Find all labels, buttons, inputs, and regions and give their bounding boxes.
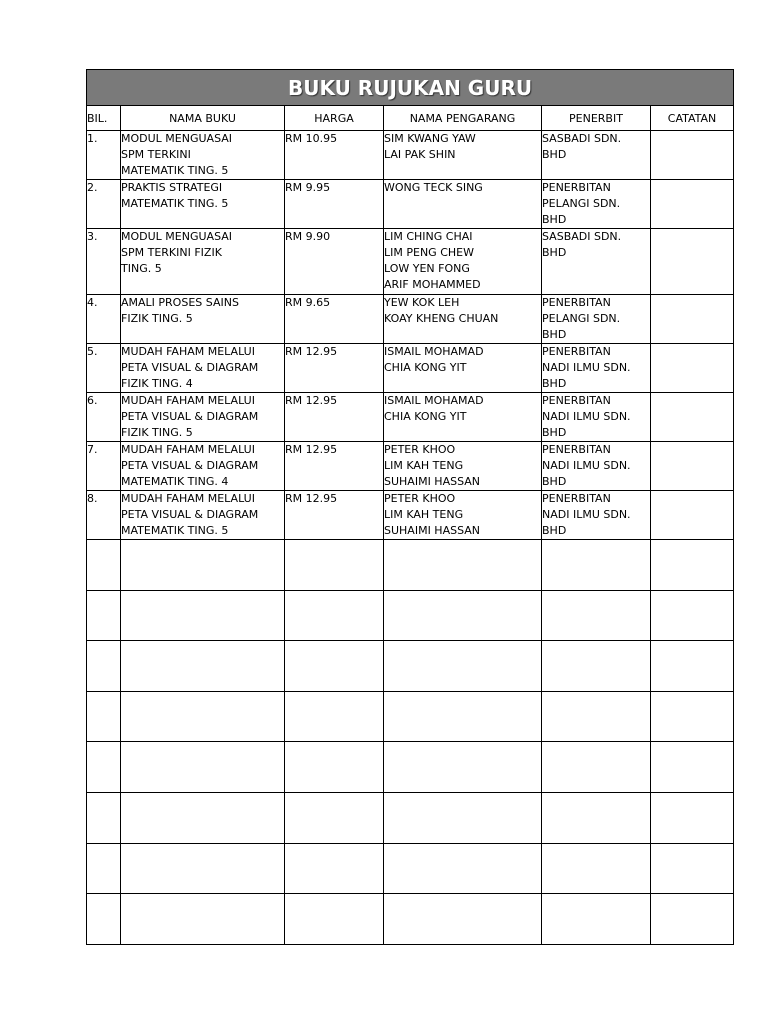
empty-cell <box>87 792 121 843</box>
cell-penerbit-line: NADI ILMU SDN. <box>542 508 631 521</box>
empty-cell <box>121 540 285 591</box>
cell-nama-pengarang-line: CHIA KONG YIT <box>384 410 467 423</box>
empty-cell <box>384 691 542 742</box>
cell-nama-buku-line: PETA VISUAL & DIAGRAM <box>121 361 259 374</box>
empty-cell <box>651 894 734 945</box>
empty-cell <box>651 792 734 843</box>
cell-penerbit-line: BHD <box>542 475 567 488</box>
header-nama-buku: NAMA BUKU <box>121 106 285 131</box>
cell-penerbit-line: BHD <box>542 328 567 341</box>
empty-cell <box>384 843 542 894</box>
cell-penerbit <box>542 442 651 491</box>
empty-table-row <box>87 641 734 692</box>
empty-cell <box>285 540 384 591</box>
cell-bil: 4. <box>87 295 121 344</box>
cell-penerbit <box>542 229 651 295</box>
cell-nama-pengarang <box>384 229 542 295</box>
cell-nama-pengarang-line: YEW KOK LEH <box>384 296 460 309</box>
cell-nama-buku-line: PRAKTIS STRATEGI <box>121 181 223 194</box>
cell-penerbit-line: PELANGI SDN. <box>542 312 621 325</box>
cell-penerbit <box>542 295 651 344</box>
empty-cell <box>285 792 384 843</box>
book-reference-table <box>86 69 734 945</box>
cell-nama-buku-line: FIZIK TING. 5 <box>121 426 193 439</box>
empty-cell <box>285 691 384 742</box>
cell-nama-pengarang <box>384 344 542 393</box>
cell-catatan <box>651 491 734 540</box>
empty-cell <box>121 894 285 945</box>
empty-cell <box>384 742 542 793</box>
cell-penerbit-line: PENERBITAN <box>542 394 611 407</box>
empty-cell <box>384 894 542 945</box>
empty-cell <box>651 742 734 793</box>
cell-nama-pengarang-line: PETER KHOO <box>384 443 456 456</box>
table-row <box>87 442 734 491</box>
empty-cell <box>542 691 651 742</box>
empty-table-row <box>87 792 734 843</box>
empty-table-row <box>87 540 734 591</box>
cell-penerbit-line: BHD <box>542 213 567 226</box>
cell-nama-pengarang <box>384 393 542 442</box>
header-nama-pengarang: NAMA PENGARANG <box>384 106 542 131</box>
cell-nama-pengarang-line: CHIA KONG YIT <box>384 361 467 374</box>
cell-penerbit <box>542 131 651 180</box>
cell-nama-buku <box>121 295 285 344</box>
cell-penerbit <box>542 393 651 442</box>
empty-cell <box>285 590 384 641</box>
cell-nama-pengarang-line: ARIF MOHAMMED <box>384 278 481 291</box>
empty-cell <box>542 590 651 641</box>
page-title: BUKU RUJUKAN GURU <box>287 75 533 100</box>
empty-cell <box>87 894 121 945</box>
header-penerbit: PENERBIT <box>542 106 651 131</box>
table-row <box>87 393 734 442</box>
cell-catatan <box>651 229 734 295</box>
cell-nama-pengarang-line: SUHAIMI HASSAN <box>384 524 481 537</box>
empty-cell <box>121 843 285 894</box>
cell-bil: 3. <box>87 229 121 295</box>
empty-cell <box>542 792 651 843</box>
cell-harga: RM 9.95 <box>285 180 384 229</box>
cell-harga: RM 12.95 <box>285 491 384 540</box>
cell-nama-buku-line: MATEMATIK TING. 5 <box>121 164 229 177</box>
empty-cell <box>121 590 285 641</box>
table-row <box>87 491 734 540</box>
cell-penerbit-line: BHD <box>542 148 567 161</box>
cell-nama-buku-line: TING. 5 <box>121 262 162 275</box>
cell-penerbit-line: PENERBITAN <box>542 492 611 505</box>
empty-cell <box>285 843 384 894</box>
empty-cell <box>121 792 285 843</box>
table-body <box>87 131 734 945</box>
cell-penerbit-line: BHD <box>542 246 567 259</box>
cell-penerbit-line: PELANGI SDN. <box>542 197 621 210</box>
cell-nama-buku-line: MATEMATIK TING. 4 <box>121 475 229 488</box>
cell-nama-pengarang-line: LIM KAH TENG <box>384 459 464 472</box>
cell-penerbit-line: BHD <box>542 377 567 390</box>
cell-nama-pengarang-line: LOW YEN FONG <box>384 262 470 275</box>
cell-nama-buku-line: SPM TERKINI <box>121 148 191 161</box>
cell-penerbit-line: PENERBITAN <box>542 345 611 358</box>
table-row <box>87 180 734 229</box>
empty-cell <box>285 641 384 692</box>
cell-nama-buku-line: FIZIK TING. 5 <box>121 312 193 325</box>
empty-cell <box>121 691 285 742</box>
empty-cell <box>542 843 651 894</box>
empty-cell <box>542 894 651 945</box>
empty-cell <box>651 843 734 894</box>
cell-penerbit-line: PENERBITAN <box>542 181 611 194</box>
table-row <box>87 131 734 180</box>
cell-nama-buku <box>121 344 285 393</box>
empty-cell <box>384 540 542 591</box>
header-bil: BIL. <box>87 106 121 131</box>
empty-cell <box>87 742 121 793</box>
table-title-bar <box>87 70 734 106</box>
empty-table-row <box>87 742 734 793</box>
empty-cell <box>384 792 542 843</box>
cell-bil: 1. <box>87 131 121 180</box>
cell-nama-buku-line: FIZIK TING. 4 <box>121 377 193 390</box>
cell-penerbit-line: SASBADI SDN. <box>542 132 622 145</box>
empty-cell <box>87 590 121 641</box>
empty-cell <box>651 691 734 742</box>
empty-cell <box>542 540 651 591</box>
cell-catatan <box>651 393 734 442</box>
empty-cell <box>87 641 121 692</box>
column-header-row <box>87 106 734 131</box>
cell-nama-buku <box>121 131 285 180</box>
cell-bil: 7. <box>87 442 121 491</box>
cell-nama-buku <box>121 229 285 295</box>
cell-nama-buku-line: PETA VISUAL & DIAGRAM <box>121 410 259 423</box>
empty-cell <box>87 843 121 894</box>
cell-nama-pengarang-line: LIM KAH TENG <box>384 508 464 521</box>
cell-nama-buku <box>121 393 285 442</box>
empty-cell <box>542 641 651 692</box>
cell-nama-pengarang <box>384 295 542 344</box>
cell-nama-pengarang-line: LAI PAK SHIN <box>384 148 456 161</box>
cell-nama-buku-line: MUDAH FAHAM MELALUI <box>121 492 255 505</box>
empty-cell <box>651 641 734 692</box>
cell-bil: 5. <box>87 344 121 393</box>
cell-nama-buku-line: PETA VISUAL & DIAGRAM <box>121 459 259 472</box>
cell-nama-pengarang-line: LIM CHING CHAI <box>384 230 473 243</box>
cell-penerbit <box>542 344 651 393</box>
cell-penerbit-line: NADI ILMU SDN. <box>542 361 631 374</box>
empty-cell <box>285 894 384 945</box>
cell-penerbit-line: PENERBITAN <box>542 296 611 309</box>
table-row <box>87 344 734 393</box>
empty-cell <box>651 540 734 591</box>
cell-nama-buku <box>121 491 285 540</box>
cell-nama-buku-line: MATEMATIK TING. 5 <box>121 197 229 210</box>
table-row <box>87 295 734 344</box>
empty-cell <box>87 540 121 591</box>
cell-nama-pengarang-line: LIM PENG CHEW <box>384 246 474 259</box>
cell-nama-pengarang-line: SUHAIMI HASSAN <box>384 475 481 488</box>
cell-harga: RM 9.65 <box>285 295 384 344</box>
cell-nama-pengarang-line: ISMAIL MOHAMAD <box>384 345 484 358</box>
empty-cell <box>384 590 542 641</box>
cell-nama-buku-line: MUDAH FAHAM MELALUI <box>121 345 255 358</box>
empty-cell <box>651 590 734 641</box>
empty-cell <box>542 742 651 793</box>
header-harga: HARGA <box>285 106 384 131</box>
cell-nama-pengarang-line: PETER KHOO <box>384 492 456 505</box>
cell-penerbit-line: PENERBITAN <box>542 443 611 456</box>
cell-penerbit-line: BHD <box>542 426 567 439</box>
cell-nama-pengarang <box>384 131 542 180</box>
empty-cell <box>87 691 121 742</box>
empty-cell <box>285 742 384 793</box>
cell-nama-buku-line: PETA VISUAL & DIAGRAM <box>121 508 259 521</box>
empty-table-row <box>87 691 734 742</box>
cell-nama-buku-line: AMALI PROSES SAINS <box>121 296 239 309</box>
cell-penerbit-line: SASBADI SDN. <box>542 230 622 243</box>
cell-catatan <box>651 131 734 180</box>
cell-nama-pengarang <box>384 491 542 540</box>
cell-nama-buku-line: SPM TERKINI FIZIK <box>121 246 222 259</box>
cell-penerbit-line: NADI ILMU SDN. <box>542 410 631 423</box>
cell-harga: RM 12.95 <box>285 442 384 491</box>
cell-penerbit <box>542 180 651 229</box>
cell-nama-buku-line: MUDAH FAHAM MELALUI <box>121 394 255 407</box>
cell-nama-pengarang-line: ISMAIL MOHAMAD <box>384 394 484 407</box>
header-catatan: CATATAN <box>651 106 734 131</box>
cell-penerbit-line: BHD <box>542 524 567 537</box>
empty-cell <box>121 742 285 793</box>
cell-nama-pengarang-line: KOAY KHENG CHUAN <box>384 312 499 325</box>
cell-harga: RM 12.95 <box>285 344 384 393</box>
cell-catatan <box>651 442 734 491</box>
cell-nama-buku <box>121 180 285 229</box>
cell-catatan <box>651 295 734 344</box>
cell-nama-buku <box>121 442 285 491</box>
cell-nama-buku-line: MUDAH FAHAM MELALUI <box>121 443 255 456</box>
empty-cell <box>121 641 285 692</box>
cell-harga: RM 10.95 <box>285 131 384 180</box>
table-row <box>87 229 734 295</box>
cell-nama-pengarang-line: WONG TECK SING <box>384 181 483 194</box>
empty-cell <box>384 641 542 692</box>
cell-nama-buku-line: MODUL MENGUASAI <box>121 132 233 145</box>
empty-table-row <box>87 894 734 945</box>
cell-harga: RM 12.95 <box>285 393 384 442</box>
empty-table-row <box>87 843 734 894</box>
cell-catatan <box>651 344 734 393</box>
cell-nama-pengarang <box>384 180 542 229</box>
cell-nama-buku-line: MODUL MENGUASAI <box>121 230 233 243</box>
cell-catatan <box>651 180 734 229</box>
cell-nama-buku-line: MATEMATIK TING. 5 <box>121 524 229 537</box>
cell-harga: RM 9.90 <box>285 229 384 295</box>
cell-bil: 2. <box>87 180 121 229</box>
cell-bil: 8. <box>87 491 121 540</box>
empty-table-row <box>87 590 734 641</box>
cell-nama-pengarang-line: SIM KWANG YAW <box>384 132 476 145</box>
cell-nama-pengarang <box>384 442 542 491</box>
cell-penerbit <box>542 491 651 540</box>
cell-bil: 6. <box>87 393 121 442</box>
cell-penerbit-line: NADI ILMU SDN. <box>542 459 631 472</box>
